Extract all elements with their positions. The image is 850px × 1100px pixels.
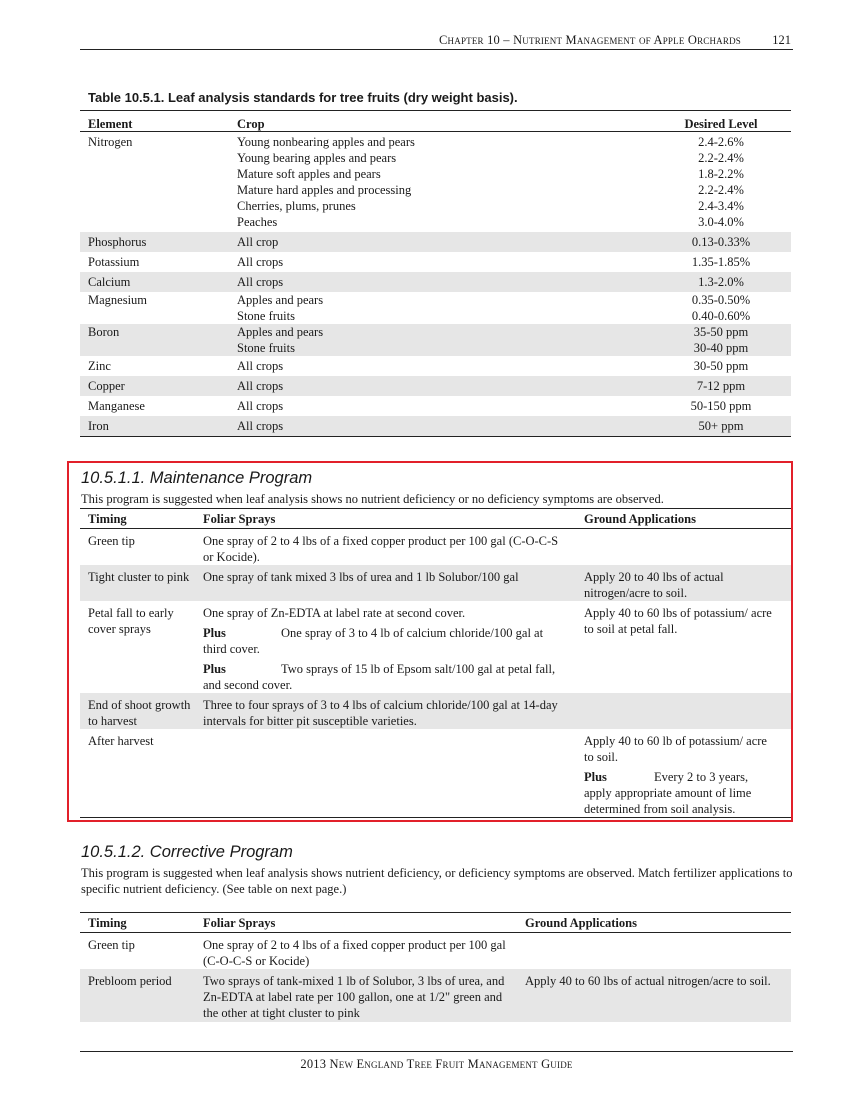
table-row [80, 396, 791, 416]
cell-timing: End of shoot growth to harvest [88, 698, 191, 728]
leaf-analysis-table [80, 110, 791, 437]
cell-foliar: Two sprays of tank-mixed 1 lb of Solubor, 3 lbs of urea, and Zn-EDTA at label rate per 100 gallon, one at 1/2" green and the other at tight cluster to pink [203, 974, 505, 1020]
table-row [80, 324, 791, 356]
cell-crop [237, 398, 651, 414]
crop-entry: All crops [237, 275, 284, 289]
header-timing: Timing [88, 512, 127, 526]
table-row [80, 529, 791, 565]
cell-crop [237, 358, 651, 374]
level-entry: 0.40-0.60% [691, 309, 751, 323]
cell-foliar [195, 605, 576, 692]
level-entry: 0.35-0.50% [691, 293, 751, 307]
level-entry: 1.3-2.0% [698, 275, 744, 289]
crop-entry: Stone fruits [237, 341, 295, 355]
cell-ground: Apply 20 to 40 lbs of actual nitrogen/acre to soil. [584, 570, 724, 600]
cell-element: Boron [88, 325, 120, 339]
crop-entry: All crops [237, 399, 284, 413]
crop-entry: Young nonbearing apples and pears [237, 135, 415, 149]
cell-crop [237, 378, 651, 394]
cell-element: Potassium [88, 255, 140, 269]
header-crop: Crop [237, 117, 265, 131]
table-row [80, 272, 791, 292]
level-entry: 0.13-0.33% [691, 235, 751, 249]
cell-crop [237, 234, 651, 250]
table-caption: Table 10.5.1. Leaf analysis standards for tree fruits (dry weight basis). [88, 90, 518, 105]
level-entry: 7-12 ppm [696, 379, 746, 393]
plus-line [584, 769, 777, 817]
cell-desired-level [651, 358, 791, 374]
header-foliar-sprays: Foliar Sprays [203, 916, 276, 930]
crop-entry: Peaches [237, 215, 278, 229]
cell-crop [237, 292, 651, 324]
cell-desired-level [651, 378, 791, 394]
header-timing: Timing [88, 916, 127, 930]
crop-entry: All crops [237, 255, 284, 269]
cell-element: Manganese [88, 399, 145, 413]
level-entry: 50-150 ppm [690, 399, 752, 413]
cell-element: Calcium [88, 275, 131, 289]
level-entry: 1.35-1.85% [691, 255, 751, 269]
cell-element: Phosphorus [88, 235, 147, 249]
cell-timing: Tight cluster to pink [88, 570, 190, 584]
cell-foliar: One spray of tank mixed 3 lbs of urea and 1 lb Solubor/100 gal [203, 570, 519, 584]
cell-timing: Green tip [88, 938, 135, 952]
plus-line [203, 625, 564, 657]
cell-ground [576, 697, 791, 725]
cell-desired-level [651, 274, 791, 290]
maintenance-intro: This program is suggested when leaf analysis shows no nutrient deficiency or no deficiency symptoms are observed. [81, 492, 664, 506]
level-entry: 2.2-2.4% [698, 151, 744, 165]
cell-desired-level [651, 292, 791, 324]
crop-entry: All crops [237, 419, 284, 433]
header-ground-applications: Ground Applications [584, 512, 696, 526]
table-row [80, 416, 791, 436]
cell-crop [237, 254, 651, 270]
foliar-text: One spray of Zn-EDTA at label rate at second cover. [203, 606, 466, 620]
maintenance-table [80, 508, 791, 818]
plus-label: Plus [584, 770, 607, 784]
cell-foliar: One spray of 2 to 4 lbs of a fixed copper product per 100 gal (C-O-C-S or Kocide). [203, 534, 559, 564]
crop-entry: All crops [237, 359, 284, 373]
cell-element: Nitrogen [88, 135, 133, 149]
level-entry: 1.8-2.2% [698, 167, 744, 181]
plus-text: Every 2 to 3 years, apply appropriate amount of lime determined from soil analysis. [584, 770, 752, 816]
page-footer: 2013 New England Tree Fruit Management Guide [80, 1051, 793, 1072]
level-entry: 35-50 ppm [693, 325, 749, 339]
table-row [80, 292, 791, 324]
level-entry: 3.0-4.0% [698, 215, 744, 229]
crop-entry: Stone fruits [237, 309, 295, 323]
cell-element: Magnesium [88, 293, 148, 307]
cell-desired-level [651, 254, 791, 270]
cell-timing: Petal fall to early cover sprays [88, 606, 174, 636]
plus-label: Plus [203, 662, 226, 676]
table-row [80, 969, 791, 1022]
cell-desired-level [651, 134, 791, 230]
table-row [80, 232, 791, 252]
header-ground-applications: Ground Applications [525, 916, 637, 930]
table-row [80, 729, 791, 817]
maintenance-title: 10.5.1.1. Maintenance Program [81, 469, 313, 487]
header-foliar-sprays: Foliar Sprays [203, 512, 276, 526]
table-header-row [80, 509, 791, 529]
ground-text: Apply 40 to 60 lb of potassium/ acre to soil. [584, 734, 767, 764]
cell-timing: Prebloom period [88, 974, 172, 988]
cell-timing: Green tip [88, 534, 135, 548]
header-desired-level: Desired Level [684, 117, 758, 131]
cell-ground [517, 937, 791, 965]
crop-entry: Apples and pears [237, 325, 324, 339]
cell-crop [237, 324, 651, 356]
level-entry: 50+ ppm [698, 419, 744, 433]
crop-entry: Mature soft apples and pears [237, 167, 381, 181]
plus-line [203, 661, 564, 693]
cell-foliar: One spray of 2 to 4 lbs of a fixed copper product per 100 gal (C-O-C-S or Kocide) [203, 938, 506, 968]
table-row [80, 601, 791, 693]
cell-ground: Apply 40 to 60 lbs of potassium/ acre to soil at petal fall. [584, 606, 772, 636]
cell-desired-level [651, 234, 791, 250]
table-row [80, 933, 791, 969]
corrective-table [80, 912, 791, 1022]
cell-desired-level [651, 418, 791, 434]
crop-entry: Apples and pears [237, 293, 324, 307]
table-row [80, 376, 791, 396]
table-row [80, 356, 791, 376]
cell-element: Zinc [88, 359, 111, 373]
corrective-title: 10.5.1.2. Corrective Program [81, 843, 293, 861]
cell-crop [237, 418, 651, 434]
table-row [80, 693, 791, 729]
corrective-intro: This program is suggested when leaf analysis shows nutrient deficiency, or deficiency symptoms are observed. Match fertilizer applications to specific nutrient deficiency. (See table on next page.) [81, 866, 793, 896]
table-row [80, 565, 791, 601]
level-entry: 2.2-2.4% [698, 183, 744, 197]
crop-entry: All crops [237, 379, 284, 393]
crop-entry: Young bearing apples and pears [237, 151, 397, 165]
cell-crop [237, 274, 651, 290]
cell-element: Iron [88, 419, 109, 433]
cell-crop [237, 134, 651, 230]
cell-timing: After harvest [88, 734, 154, 748]
table-header-row [80, 111, 791, 132]
cell-element: Copper [88, 379, 125, 393]
plus-text: Two sprays of 15 lb of Epsom salt/100 gal at petal fall, and second cover. [203, 662, 556, 692]
plus-text: One spray of 3 to 4 lb of calcium chloride/100 gal at third cover. [203, 626, 544, 656]
cell-foliar [195, 733, 576, 813]
plus-label: Plus [203, 626, 226, 640]
page-number: 121 [772, 33, 791, 47]
crop-entry: All crop [237, 235, 279, 249]
cell-ground [576, 533, 791, 561]
page-header [80, 30, 793, 50]
cell-desired-level [651, 324, 791, 356]
table-header-row [80, 913, 791, 933]
crop-entry: Mature hard apples and processing [237, 183, 412, 197]
crop-entry: Cherries, plums, prunes [237, 199, 356, 213]
chapter-title: Chapter 10 – Nutrient Management of Apple Orchards [439, 33, 741, 47]
cell-ground: Apply 40 to 60 lbs of actual nitrogen/acre to soil. [525, 974, 771, 988]
table-row [80, 132, 791, 232]
table-row [80, 252, 791, 272]
cell-foliar: Three to four sprays of 3 to 4 lbs of calcium chloride/100 gal at 14-day intervals for bitter pit susceptible varieties. [203, 698, 558, 728]
level-entry: 2.4-3.4% [698, 199, 744, 213]
cell-desired-level [651, 398, 791, 414]
level-entry: 30-40 ppm [693, 341, 749, 355]
level-entry: 2.4-2.6% [698, 135, 744, 149]
cell-ground [576, 733, 791, 816]
level-entry: 30-50 ppm [693, 359, 749, 373]
header-element: Element [88, 117, 133, 131]
